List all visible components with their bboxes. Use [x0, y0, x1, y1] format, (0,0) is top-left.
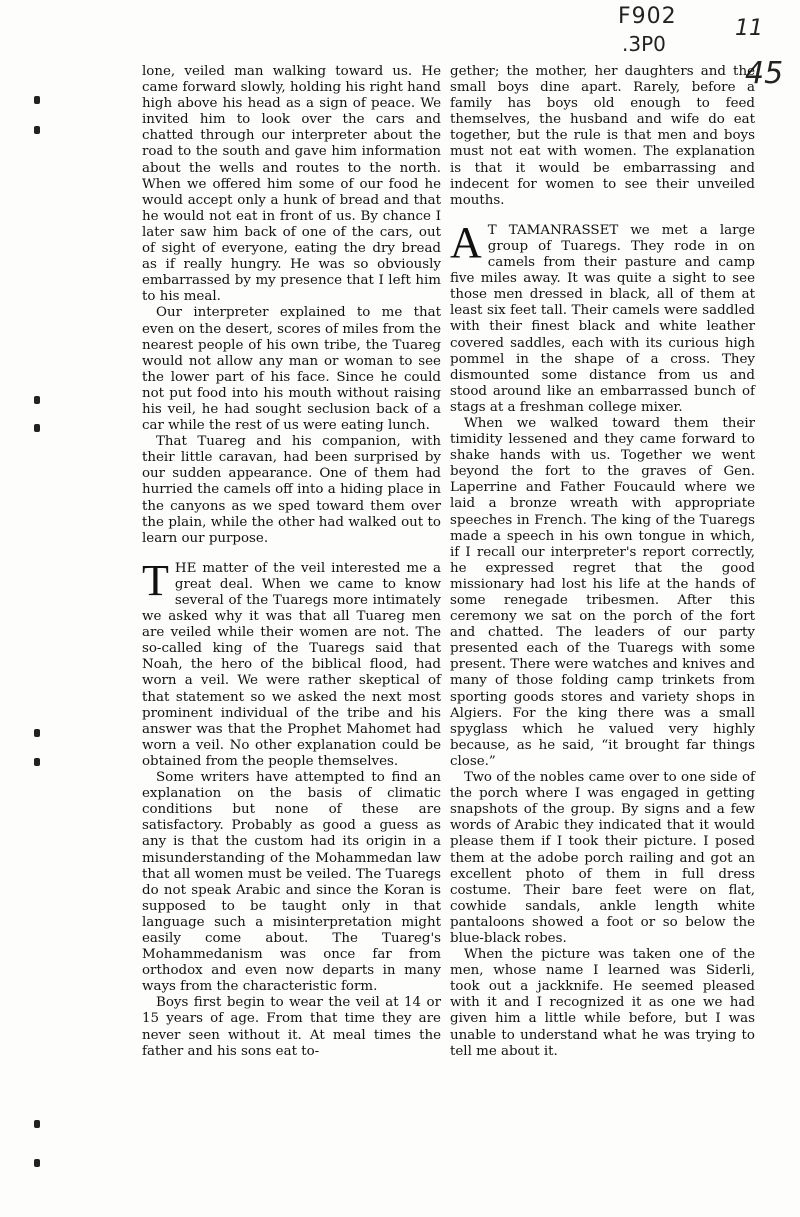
margin-mark — [34, 1120, 40, 1128]
drop-cap: T — [142, 555, 169, 605]
margin-mark — [34, 424, 40, 432]
catalog-number-annotation: F902 — [618, 4, 677, 29]
paragraph: Some writers have attempted to find an explanation on the basis of climatic conditions but none of these are satisfactory. Probably as good a guess as any is that the custom had its origin in a misunderstanding of the Mohammedan law that all women must be veiled. The Tuaregs do not speak Arabic and since the Koran is supposed to be taught only in that language such a misinterpretation might easily come about. The Tuareg's Mohammedanism was once far from orthodox and even now departs in many ways from the characteristic form. — [142, 770, 441, 995]
right-column — [450, 64, 755, 1060]
margin-mark — [34, 729, 40, 737]
paragraph: gether; the mother, her daughters and the small boys dine apart. Rarely, before a family has boys old enough to feed themselves, the husband and wife do eat together, but the rule is that men and boys must not eat with women. The explanation is that it would be embarrassing and indecent for women to see their unveiled mouths. — [450, 64, 755, 208]
paragraph: Our interpreter explained to me that even on the desert, scores of miles from the nearest people of his own tribe, the Tuareg would not allow any man or woman to see the lower part of his face. Since he could not put food into his mouth without raising his veil, he had sought seclusion back of a car while the rest of us were eating lunch. — [142, 305, 441, 434]
margin-mark — [34, 1159, 40, 1167]
page-number: 11 — [735, 16, 763, 41]
margin-mark — [34, 126, 40, 134]
paragraph: When we walked toward them their timidity lessened and they came forward to shake hands with us. Together we went beyond the fort to the graves of Gen. Laperrine and Father Foucauld where we laid a bronze wreath with appropriate speeches in French. The king of the Tuaregs made a speech in his own tongue in which, if I recall our interpreter's report correctly, he expressed regret that the good missionary had lost his life at the hands of some renegade tribesmen. After this ceremony we sat on the porch of the fort and chatted. The leaders of our party presented each of the Tuaregs with some present. There were watches and knives and many of those folding camp trinkets from sporting goods stores and variety shops in Algiers. For the king there was a small spyglass which he valued very highly because, as he said, “it brought far things close.” — [450, 415, 755, 769]
section-paragraph — [142, 555, 441, 770]
section-paragraph — [450, 217, 755, 416]
margin-mark — [34, 396, 40, 404]
margin-mark — [34, 758, 40, 766]
paragraph-text: T TAMANRASSET we met a large group of Tuaregs. They rode in on camels from their pasture and camp five miles away. It was quite a sight to see those men dressed in black, all of them at least six feet tall. Their camels were saddled with their finest black and white leather covered saddles, each with its curious high pommel in the shape of a cross. They dismounted some distance from us and stood around like an embarrassed bunch of stags at a freshman college mixer. — [450, 222, 755, 415]
paragraph: lone, veiled man walking toward us. He came forward slowly, holding his right hand high above his head as a sign of peace. We invited him to look over the cars and chatted through our interpreter about the road to the south and gave him information about the wells and routes to the north. When we offered him some of our food he would accept only a hunk of bread and that he would not eat in front of us. By chance I later saw him back of one of the cars, out of sight of everyone, eating the dry bread as if really hungry. He was so obviously embarrassed by my presence that I left him to his meal. — [142, 64, 441, 305]
handwritten-number: 45 — [745, 56, 784, 91]
margin-mark — [34, 96, 40, 104]
drop-cap: A — [450, 217, 482, 267]
paragraph: When the picture was taken one of the men, whose name I learned was Siderli, took out a jackknife. He seemed pleased with it and I recognized it as one we had given him a little while before, but I was unable to understand what he was trying to tell me about it. — [450, 947, 755, 1059]
paragraph-text: HE matter of the veil interested me a great deal. When we came to know several of the Tuaregs more intimately we asked why it was that all Tuareg men are veiled while their women are not. The so-called king of the Tuaregs said that Noah, the hero of the biblical flood, had worn a veil. We were rather skeptical of that statement so we asked the next most prominent individual of the tribe and his answer was that the Prophet Mahomet had worn a veil. No other explanation could be obtained from the people themselves. — [142, 560, 441, 769]
paragraph: Two of the nobles came over to one side of the porch where I was engaged in getting snapshots of the group. By signs and a few words of Arabic they indicated that it would please them if I took their picture. I posed them at the adobe porch railing and got an excellent photo of them in full dress costume. Their bare feet were on flat, cowhide sandals, ankle length white pantaloons showed a foot or so below the blue-black robes. — [450, 770, 755, 946]
catalog-subnumber-annotation: .3P0 — [622, 32, 666, 56]
left-column — [142, 64, 441, 1060]
paragraph: That Tuareg and his companion, with their little caravan, had been surprised by our sudden appearance. One of them had hurried the camels off into a hiding place in the canyons as we sped toward them over the plain, while the other had walked out to learn our purpose. — [142, 434, 441, 546]
paragraph: Boys first begin to wear the veil at 14 or 15 years of age. From that time they are never seen without it. At meal times the father and his sons eat to- — [142, 995, 441, 1059]
